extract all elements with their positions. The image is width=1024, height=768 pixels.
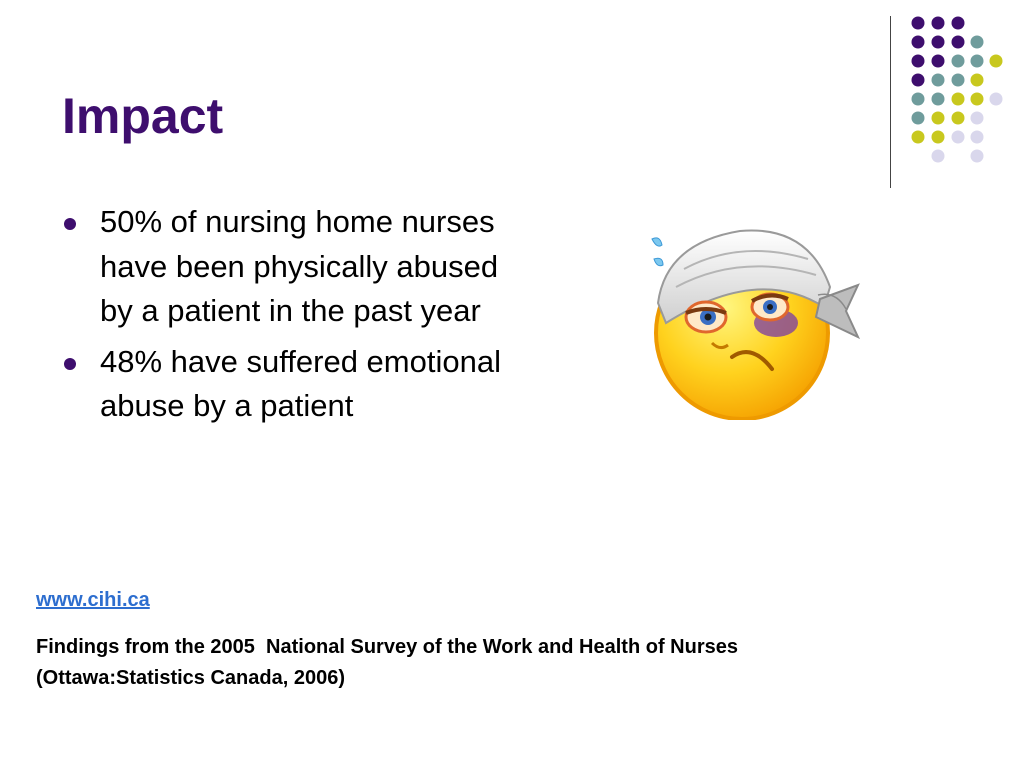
slide-title: Impact xyxy=(62,88,224,144)
citation-line-1: Findings from the 2005 National Survey of the Work and Health of Nurses xyxy=(36,636,738,658)
citation-text xyxy=(36,632,996,694)
bullet-dot-icon xyxy=(64,358,76,370)
vertical-divider xyxy=(890,16,891,188)
dot-grid-group xyxy=(912,17,1003,163)
bullet-text: 50% of nursing home nurses have been physically abused by a patient in the past year xyxy=(100,204,499,328)
bullet-dot-icon xyxy=(64,218,76,230)
source-link[interactable]: www.cihi.ca xyxy=(36,589,150,611)
bullet-text: 48% have suffered emotional abuse by a patient xyxy=(100,343,501,423)
injured-face-emoji-icon xyxy=(640,225,870,420)
bullet-item xyxy=(62,200,502,334)
citation-line-2: (Ottawa:Statistics Canada, 2006) xyxy=(36,667,345,689)
bullet-list xyxy=(62,200,502,435)
bullet-item xyxy=(62,340,502,429)
